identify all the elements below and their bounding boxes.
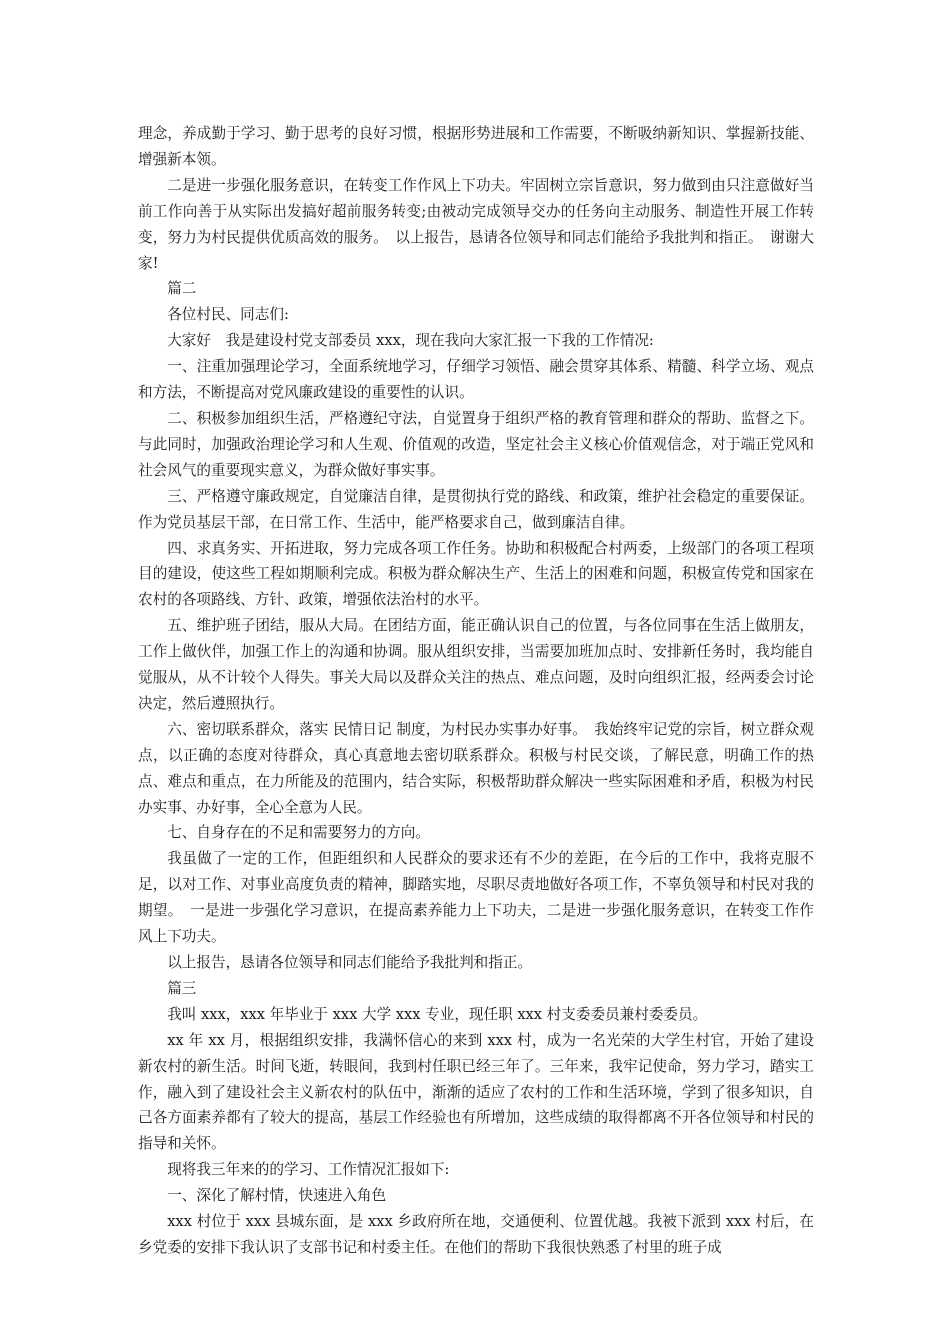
section-heading: 篇二 — [167, 280, 197, 298]
paragraph-continued: 理念，养成勤于学习、勤于思考的良好习惯，根据形势进展和工作需要，不断吸纳新知识、掌握新技能、增强新本领。 — [138, 125, 814, 168]
paragraph: 大家好 我是建设村党支部委员 xxx，现在我向大家汇报一下我的工作情况: — [167, 332, 654, 350]
paragraph: 五、维护班子团结，服从大局。在团结方面，能正确认识自己的位置，与各位同事在生活上做朋友，工作上做伙伴，加强工作上的沟通和协调。服从组织安排，当需要加班加点时、安排新任务时，我均能自觉服从，从不计较个人得失。事关大局以及群众关注的热点、难点问题，及时向组织汇报，经两委会讨论决定，然后遵照执行。 — [138, 617, 814, 712]
paragraph: xxx 村位于 xxx 县城东面，是 xxx 乡政府所在地，交通便利、位置优越。我被下派到 xxx 村后，在乡党委的安排下我认识了支部书记和村委主任。在他们的帮助下我很快熟悉了村里的班子成 — [138, 1213, 814, 1256]
paragraph: xx 年 xx 月，根据组织安排，我满怀信心的来到 xxx 村，成为一名光荣的大学生村官，开始了建设新农村的新生活。时间飞逝，转眼间，我到村任职已经三年了。三年来，我牢记使命，努力学习，踏实工作，融入到了建设社会主义新农村的队伍中，渐渐的适应了农村的工作和生活环境，学到了很多知识，自己各方面素养都有了较大的提高，基层工作经验也有所增加，这些成绩的取得都离不开各位领导和村民的指导和关怀。 — [138, 1031, 814, 1153]
paragraph: 我虽做了一定的工作，但距组织和人民群众的要求还有不少的差距，在今后的工作中，我将克服不足，以对工作、对事业高度负责的精神，脚踏实地，尽职尽责地做好各项工作，不辜负领导和村民对我的期望。 一是进一步强化学习意识，在提高素养能力上下功夫，二是进一步强化服务意识，在转变工作作风上下功夫。 — [138, 850, 814, 946]
salutation: 各位村民、同志们: — [167, 306, 289, 324]
paragraph: 我叫 xxx，xxx 年毕业于 xxx 大学 xxx 专业，现任职 xxx 村支委委员兼村委委员。 — [167, 1005, 708, 1023]
paragraph: 现将我三年来的的学习、工作情况汇报如下: — [167, 1161, 450, 1179]
paragraph: 六、密切联系群众，落实 民情日记 制度，为村民办实事办好事。 我始终牢记党的宗旨，树立群众观点，以正确的态度对待群众，真心真意地去密切联系群众。积极与村民交谈，了解民意，明确工作的热点、难点和重点，在力所能及的范围内，结合实际，积极帮助群众解决一些实际困难和矛盾，积极为村民办实事、办好事，全心全意为人民。 — [138, 720, 814, 816]
paragraph: 一、深化了解村情，快速进入角色 — [167, 1187, 387, 1205]
paragraph: 一、注重加强理论学习，全面系统地学习，仔细学习领悟、融会贯穿其体系、精髓、科学立场、观点和方法，不断提高对党风廉政建设的重要性的认识。 — [138, 358, 814, 402]
section-heading: 篇三 — [167, 979, 197, 997]
paragraph: 以上报告，恳请各位领导和同志们能给予我批判和指正。 — [167, 954, 533, 971]
document-page — [138, 121, 814, 1261]
paragraph: 七、自身存在的不足和需要努力的方向。 — [167, 824, 430, 842]
paragraph: 二是进一步强化服务意识，在转变工作作风上下功夫。牢固树立宗旨意识，努力做到由只注意做好当前工作向善于从实际出发搞好超前服务转变;由被动完成领导交办的任务向主动服务、制造性开展工作转变，努力为村民提供优质高效的服务。 以上报告，恳请各位领导和同志们能给予我批判和指正。 谢谢大家! — [138, 176, 814, 272]
paragraph: 二、积极参加组织生活，严格遵纪守法，自觉置身于组织严格的教育管理和群众的帮助、监督之下。与此同时，加强政治理论学习和人生观、价值观的改造，坚定社会主义核心价值观信念，对于端正党风和社会风气的重要现实意义，为群众做好事实事。 — [138, 409, 814, 479]
paragraph: 三、严格遵守廉政规定，自觉廉洁自律，是贯彻执行党的路线、和政策，维护社会稳定的重要保证。作为党员基层干部，在日常工作、生活中，能严格要求自己，做到廉洁自律。 — [138, 487, 814, 531]
paragraph: 四、求真务实、开拓进取，努力完成各项工作任务。协助和积极配合村两委，上级部门的各项工程项目的建设，使这些工程如期顺利完成。积极为群众解决生产、生活上的困难和问题，积极宣传党和国家在农村的各项路线、方针、政策，增强依法治村的水平。 — [138, 539, 814, 609]
